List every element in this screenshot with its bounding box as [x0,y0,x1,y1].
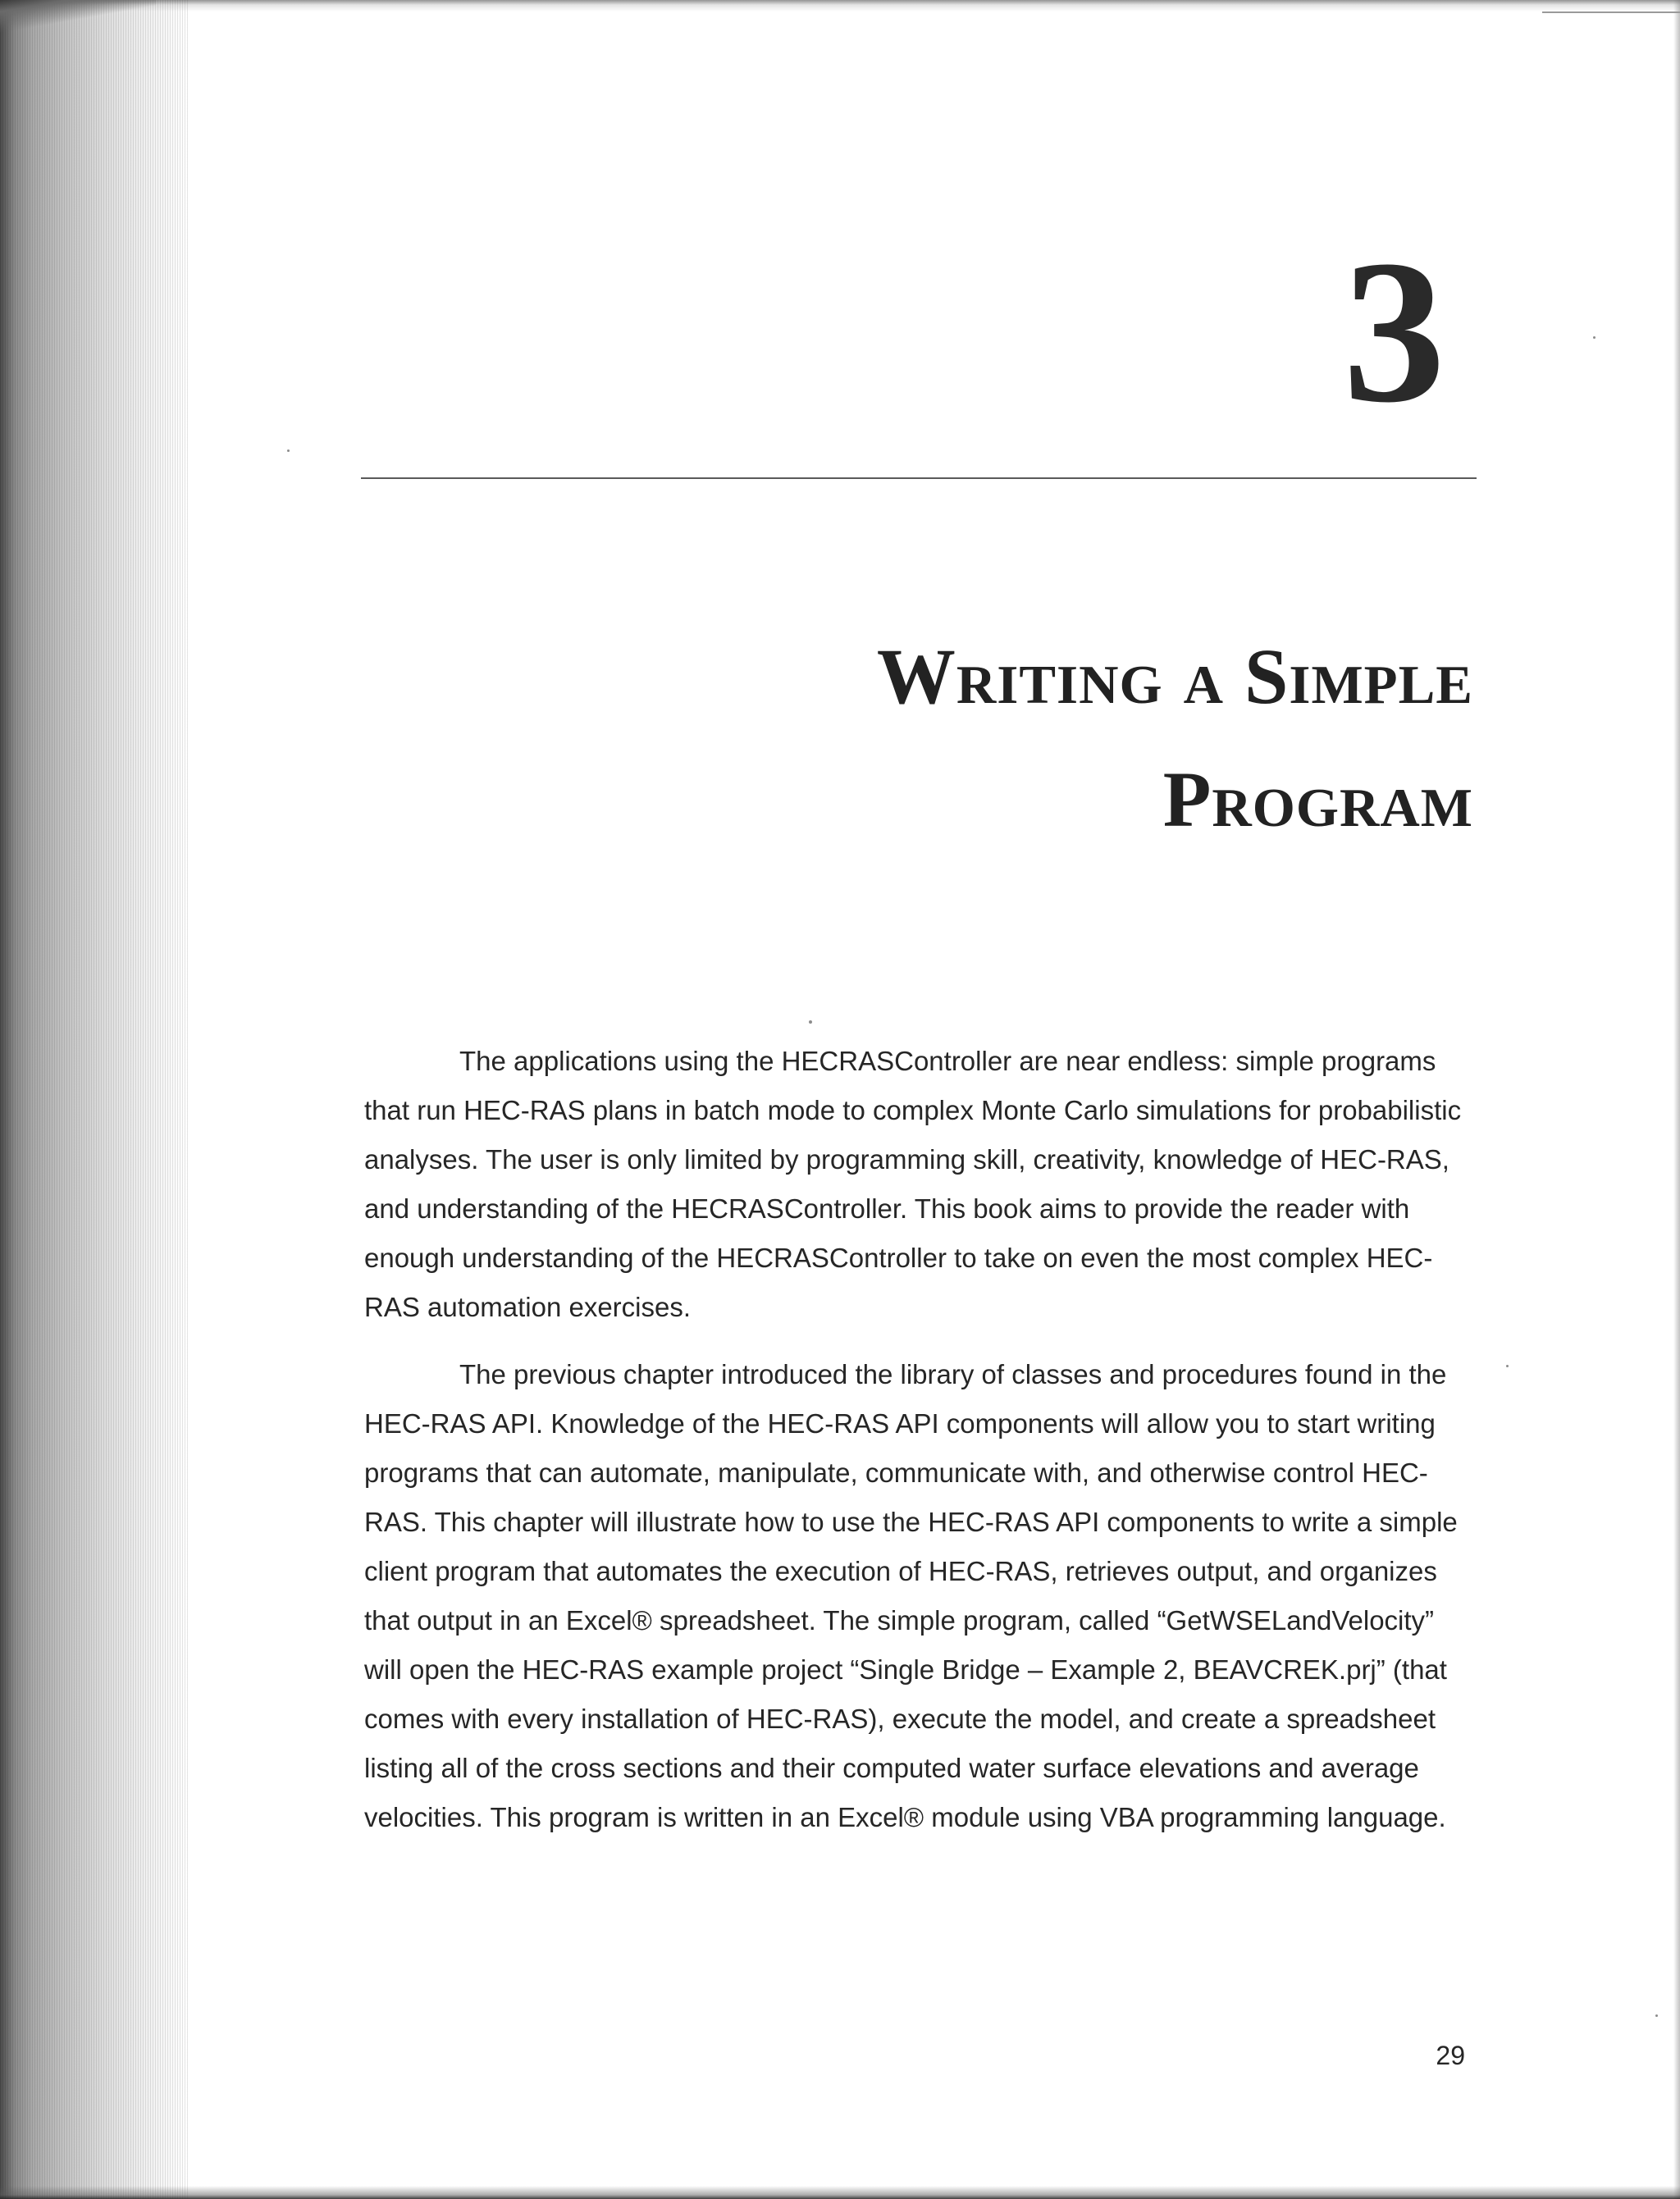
scan-top-left-corner [0,0,156,33]
scan-speck [287,449,290,452]
scan-speck [1655,2014,1658,2017]
scan-top-edge [0,0,1680,11]
scan-speck [1506,1365,1509,1367]
scan-binding-shadow [0,0,189,2199]
chapter-title-line-1: Writing a Simple [876,632,1473,720]
chapter-body [364,1037,1472,1842]
page-number: 29 [1436,2041,1465,2070]
chapter-divider [361,477,1477,479]
chapter-title [407,615,1473,861]
scan-speck [1593,336,1596,339]
scan-bottom-edge [0,2186,1680,2199]
scan-top-right-line [1542,11,1680,13]
chapter-number: 3 [1343,218,1445,445]
body-paragraph-1: The applications using the HECRASController are near endless: simple programs that run HEC-RAS plans in batch mode to complex Monte Carlo simulations for probabilistic analyses. The user is only limited by programming skill, creativity, knowledge of HEC-RAS, and understanding of the HECRASController. This book aims to provide the reader with enough understanding of the HECRASController to take on even the most complex HEC-RAS automation exercises. [364,1046,1462,1322]
scan-right-edge [1673,0,1680,2199]
chapter-title-line-2: Program [1162,755,1473,843]
scan-speck [809,1020,812,1024]
body-paragraph-2: The previous chapter introduced the library of classes and procedures found in the HEC-RAS API. Knowledge of the HEC-RAS API components will allow you to start writing programs that can automate, manipulate, communicate with, and otherwise control HEC-RAS. This chapter will illustrate how to use the HEC-RAS API components to write a simple client program that automates the execution of HEC-RAS, retrieves output, and organizes that output in an Excel® spreadsheet. The simple program, called “GetWSELandVelocity” will open the HEC-RAS example project “Single Bridge – Example 2, BEAVCREK.prj” (that comes with every installation of HEC-RAS), execute the model, and create a spreadsheet listing all of the cross sections and their computed water surface elevations and average velocities. This program is written in an Excel® module using VBA programming language. [364,1359,1458,1832]
